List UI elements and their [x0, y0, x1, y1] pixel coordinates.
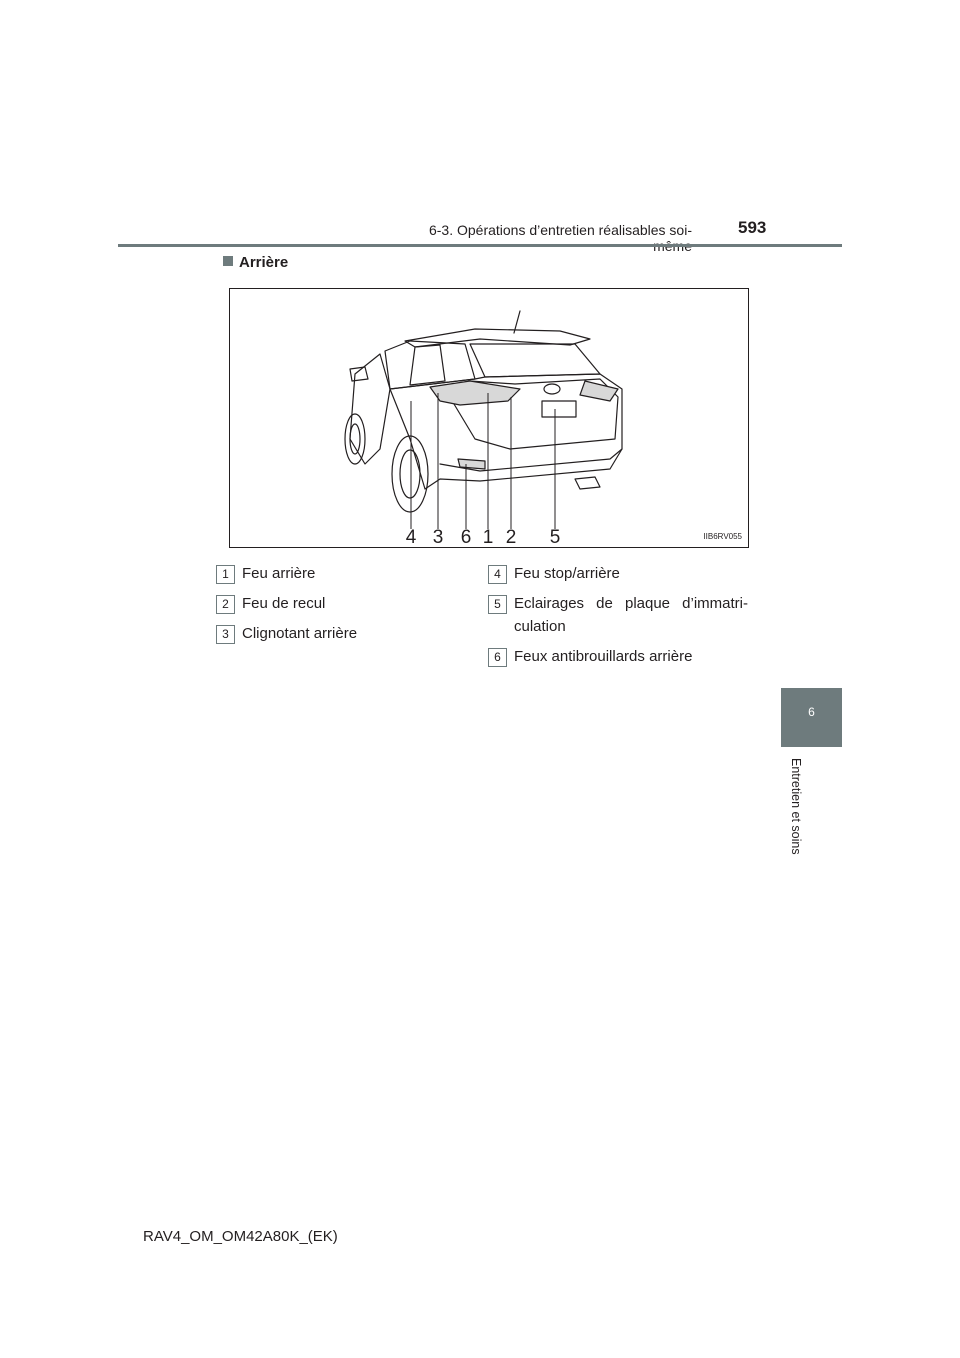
rear-lights-diagram — [230, 289, 748, 547]
legend-right — [488, 562, 748, 675]
license-plate — [542, 401, 576, 417]
front-body — [350, 354, 390, 464]
legend-number: 3 — [216, 625, 235, 644]
rear-wheel — [392, 436, 428, 512]
tail-lamp-left — [430, 381, 520, 405]
callout-5: 5 — [549, 527, 561, 547]
legend-item — [216, 592, 446, 615]
legend-item — [488, 592, 748, 638]
chapter-number: 6 — [808, 705, 815, 719]
legend-label: Feux antibrouillards arrière — [514, 648, 693, 665]
legend-item — [216, 562, 446, 585]
legend-label: Eclairages de plaque d’immatri-culation — [514, 595, 748, 635]
section-heading — [223, 254, 288, 271]
vehicle-rear-illustration — [229, 288, 749, 548]
legend-number: 5 — [488, 595, 507, 614]
callout-2: 2 — [505, 527, 517, 547]
legend-item — [488, 562, 748, 585]
callout-3: 3 — [432, 527, 444, 547]
legend-item — [488, 645, 748, 668]
front-wheel-rim — [350, 424, 360, 454]
legend-label: Feu arrière — [242, 565, 316, 582]
emblem — [544, 384, 560, 394]
figure-code: IIB6RV055 — [703, 532, 742, 541]
side-window-pane — [410, 345, 445, 385]
legend-label: Feu stop/arrière — [514, 565, 620, 582]
rear-wheel-rim — [400, 450, 420, 498]
legend-label: Clignotant arrière — [242, 625, 358, 642]
legend-label: Feu de recul — [242, 595, 326, 612]
page-number: 593 — [738, 218, 767, 237]
exhaust-pipe — [575, 477, 600, 489]
callout-4: 4 — [405, 527, 417, 547]
tail-lamp-right — [580, 381, 618, 401]
header-divider — [118, 244, 842, 247]
rear-window — [470, 344, 600, 377]
legend-number: 2 — [216, 595, 235, 614]
front-wheel — [345, 414, 365, 464]
callout-1: 1 — [482, 527, 494, 547]
mirror — [350, 367, 368, 381]
legend-number: 4 — [488, 565, 507, 584]
chapter-title: Entretien et soins — [789, 758, 803, 855]
manual-code: RAV4_OM_OM42A80K_(EK) — [143, 1228, 338, 1245]
legend-number: 1 — [216, 565, 235, 584]
legend-number: 6 — [488, 648, 507, 667]
legend-item — [216, 622, 446, 645]
section-heading-text: Arrière — [239, 254, 289, 271]
legend-left — [216, 562, 446, 652]
chapter-tab — [781, 688, 842, 747]
heading-square-icon — [223, 256, 233, 266]
header-section-title: 6-3. Opérations d’entretien réalisables soi- — [428, 222, 692, 238]
callout-6: 6 — [460, 527, 472, 547]
